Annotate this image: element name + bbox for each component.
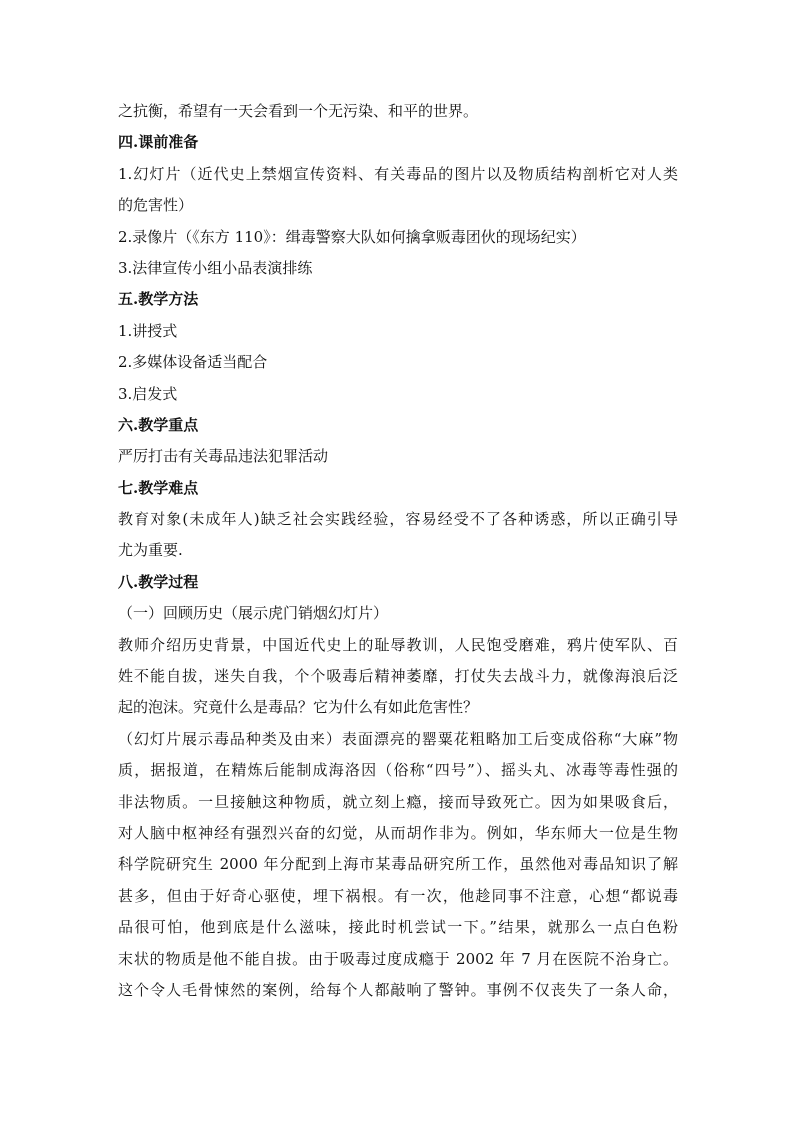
section-heading: 五.教学方法: [118, 290, 199, 309]
text-line: 的危害性）: [118, 196, 194, 215]
text-line: 2.录像片（《东方 110》：缉毒警察大队如何擒拿贩毒团伙的现场纪实）: [118, 227, 586, 246]
text-line: 尤为重要.: [118, 541, 183, 560]
text-line: （一）回顾历史（展示虎门销烟幻灯片）: [118, 604, 389, 623]
text-line: 教育对象(未成年人)缺乏社会实践经验，容易经受不了各种诱惑，所以正确引导: [118, 510, 678, 529]
text-line: 非法物质。一旦接触这种物质，就立刻上瘾，接而导致死亡。因为如果吸食后，: [118, 792, 678, 811]
text-line: 甚多，但由于好奇心驱使，埋下祸根。有一次，他趁同事不注意，心想“都说毒: [118, 886, 678, 905]
text-line: 对人脑中枢神经有强烈兴奋的幻觉，从而胡作非为。例如，华东师大一位是生物: [118, 823, 678, 842]
text-line: 1.讲授式: [118, 321, 178, 340]
text-line: 1.幻灯片（近代史上禁烟宣传资料、有关毒品的图片以及物质结构剖析它对人类: [118, 164, 678, 183]
text-line: 起的泡沫。究竟什么是毒品？它为什么有如此危害性？: [118, 698, 479, 717]
section-heading: 六.教学重点: [118, 415, 199, 434]
section-heading: 八.教学过程: [118, 572, 199, 591]
text-line: 教师介绍历史背景，中国近代史上的耻辱教训，人民饱受磨难，鸦片使军队、百: [118, 635, 678, 654]
text-line: （幻灯片展示毒品种类及由来）表面漂亮的罂粟花粗略加工后变成俗称“大麻”物: [118, 729, 678, 748]
text-line: 末状的物质是他不能自拔。由于吸毒过度成瘾于 2002 年 7 月在医院不治身亡。: [118, 949, 678, 968]
text-line: 2.多媒体设备适当配合: [118, 353, 268, 372]
text-line: 严厉打击有关毒品违法犯罪活动: [118, 447, 329, 466]
text-line: 质，据报道，在精炼后能制成海洛因（俗称“四号”）、摇头丸、冰毒等毒性强的: [118, 761, 678, 780]
section-heading: 四.课前准备: [118, 133, 199, 152]
text-line: 这个令人毛骨悚然的案例，给每个人都敲响了警钟。事例不仅丧失了一条人命，: [118, 980, 678, 999]
document-page: [118, 96, 678, 1006]
text-line: 3.启发式: [118, 384, 178, 403]
text-line: 品很可怕，他到底是什么滋味，接此时机尝试一下。”结果，就那么一点白色粉: [118, 918, 678, 937]
text-line: 之抗衡，希望有一天会看到一个无污染、和平的世界。: [118, 102, 479, 120]
text-line: 3.法律宣传小组小品表演排练: [118, 258, 313, 277]
section-heading: 七.教学难点: [118, 478, 199, 497]
text-line: 姓不能自拔，迷失自我，个个吸毒后精神萎靡，打仗失去战斗力，就像海浪后泛: [118, 667, 678, 686]
text-line: 科学院研究生 2000 年分配到上海市某毒品研究所工作，虽然他对毒品知识了解: [118, 855, 678, 874]
